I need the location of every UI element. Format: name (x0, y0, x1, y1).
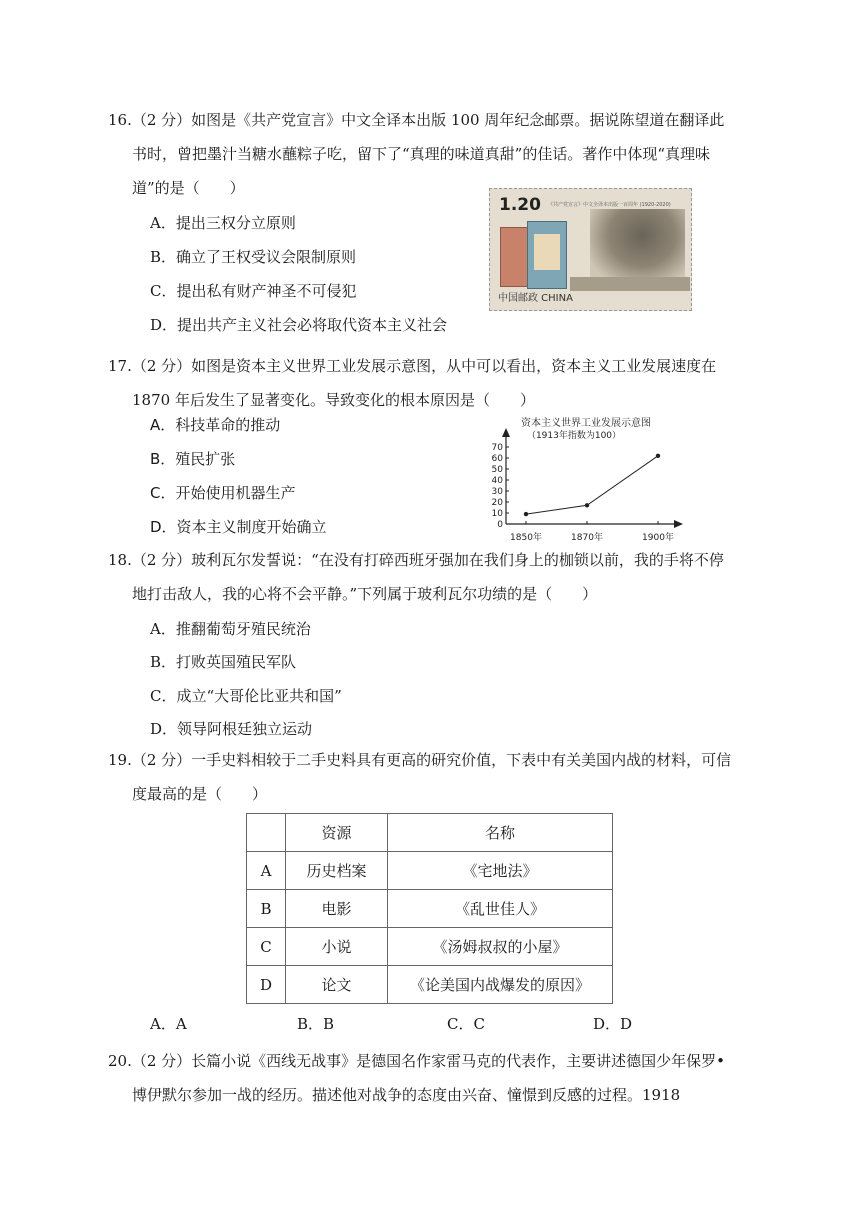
q17-option-a[interactable]: A．科技革命的推动 (150, 416, 281, 434)
table-cell: 《乱世佳人》 (388, 890, 613, 928)
y-axis-arrow (502, 428, 510, 437)
y-tick-label: 40 (491, 476, 503, 486)
chart-subtitle: （1913年指数为100） (526, 431, 622, 441)
chart-title: 资本主义世界工业发展示意图 (521, 418, 651, 429)
stamp-caption: 《共产党宣言》中文全译本出版一百周年 (1920-2020) (548, 202, 671, 208)
table-header-cell: 资源 (286, 814, 388, 852)
q16-option-b[interactable]: B．确立了王权受议会限制原则 (150, 248, 357, 266)
question-number: 19.（2 分） (108, 751, 192, 769)
q16-option-a[interactable]: A．提出三权分立原则 (150, 214, 296, 232)
question-number: 18.（2 分） (108, 551, 192, 569)
table-header-row (247, 814, 613, 852)
question-text: 长篇小说《西线无战事》是德国名作家雷马克的代表作，主要讲述德国少年保罗•博伊默尔参加一战的经历。描述他对战争的态度由兴奋、憧憬到反感的过程。1918 (132, 1052, 726, 1104)
table-cell: B (247, 890, 286, 928)
y-tick-label: 0 (497, 520, 503, 530)
question-18-stem (108, 543, 732, 611)
q17-option-b[interactable]: B．殖民扩张 (150, 450, 236, 468)
y-tick-label: 60 (491, 454, 503, 464)
data-point (585, 503, 589, 507)
table-cell: 小说 (286, 928, 388, 966)
table-row (247, 928, 613, 966)
industry-development-chart (476, 412, 696, 544)
question-number: 17.（2 分） (108, 357, 192, 375)
q18-option-a[interactable]: A．推翻葡萄牙殖民统治 (150, 620, 311, 638)
table-row (247, 890, 613, 928)
q17-option-d[interactable]: D．资本主义制度开始确立 (150, 518, 327, 536)
table-cell: 论文 (286, 966, 388, 1004)
question-text: 玻利瓦尔发誓说：“在没有打碎西班牙强加在我们身上的枷锁以前，我的手将不停地打击敌人，我的心将不会平静。”下列属于玻利瓦尔功绩的是（ ） (132, 551, 724, 603)
table-cell: 《宅地法》 (388, 852, 613, 890)
x-tick-label: 1870年 (571, 533, 603, 543)
x-tick-label: 1900年 (642, 533, 674, 543)
q16-option-c[interactable]: C．提出私有财产神圣不可侵犯 (150, 282, 357, 300)
question-17-stem (108, 349, 732, 417)
table-row (247, 966, 613, 1004)
q19-option-b[interactable]: B．B (297, 1015, 335, 1033)
x-axis-arrow (674, 520, 683, 528)
y-tick-label: 50 (491, 465, 503, 475)
table-header-cell (247, 814, 286, 852)
table-cell: 《汤姆叔叔的小屋》 (388, 928, 613, 966)
table-header-cell: 名称 (388, 814, 613, 852)
translator-portrait (590, 209, 685, 284)
table-cell: 历史档案 (286, 852, 388, 890)
q18-option-b[interactable]: B．打败英国殖民军队 (150, 653, 297, 671)
table-cell: A (247, 852, 286, 890)
table-cell: 电影 (286, 890, 388, 928)
question-text: 一手史料相较于二手史料具有更高的研究价值，下表中有关美国内战的材料，可信度最高的是（ ） (132, 751, 732, 803)
q19-option-c[interactable]: C．C (447, 1015, 485, 1033)
q18-option-c[interactable]: C．成立“大哥伦比亚共和国” (150, 687, 342, 705)
q17-option-c[interactable]: C．开始使用机器生产 (150, 484, 296, 502)
y-tick-label: 70 (491, 443, 503, 453)
y-tick-label: 30 (491, 487, 503, 497)
table-cell: C (247, 928, 286, 966)
data-point (656, 454, 660, 458)
series-line (526, 456, 658, 514)
desk-illustration (570, 277, 690, 291)
question-number: 16.（2 分） (108, 111, 192, 129)
sources-table (246, 813, 613, 1004)
q16-option-d[interactable]: D．提出共产主义社会必将取代资本主义社会 (150, 316, 448, 334)
stamp-denomination: 1.20 (499, 195, 541, 215)
q19-option-d[interactable]: D．D (593, 1015, 633, 1033)
x-tick-label: 1850年 (510, 533, 542, 543)
q18-option-d[interactable]: D．领导阿根廷独立运动 (150, 720, 313, 738)
book-cover-illustration (527, 221, 567, 289)
table-cell: 《论美国内战爆发的原因》 (388, 966, 613, 1004)
question-20-stem (108, 1044, 732, 1112)
stamp-issuer: 中国邮政 CHINA (498, 293, 573, 304)
question-19-stem (108, 743, 732, 811)
table-row (247, 852, 613, 890)
commemorative-stamp-image (489, 188, 692, 311)
table-cell: D (247, 966, 286, 1004)
question-text: 如图是《共产党宣言》中文全译本出版 100 周年纪念邮票。据说陈望道在翻译此书时，曾把墨汁当糖水蘸粽子吃，留下了“真理的味道真甜”的佳话。著作中体现“真理味道”的是（ ） (132, 111, 725, 197)
question-text: 如图是资本主义世界工业发展示意图，从中可以看出，资本主义工业发展速度在 1870 年后发生了显著变化。导致变化的根本原因是（ ） (132, 357, 717, 409)
y-tick-label: 10 (491, 509, 503, 519)
data-point (524, 512, 528, 516)
y-tick-label: 20 (491, 498, 503, 508)
question-number: 20.（2 分） (108, 1052, 192, 1070)
q19-option-a[interactable]: A．A (150, 1015, 187, 1033)
